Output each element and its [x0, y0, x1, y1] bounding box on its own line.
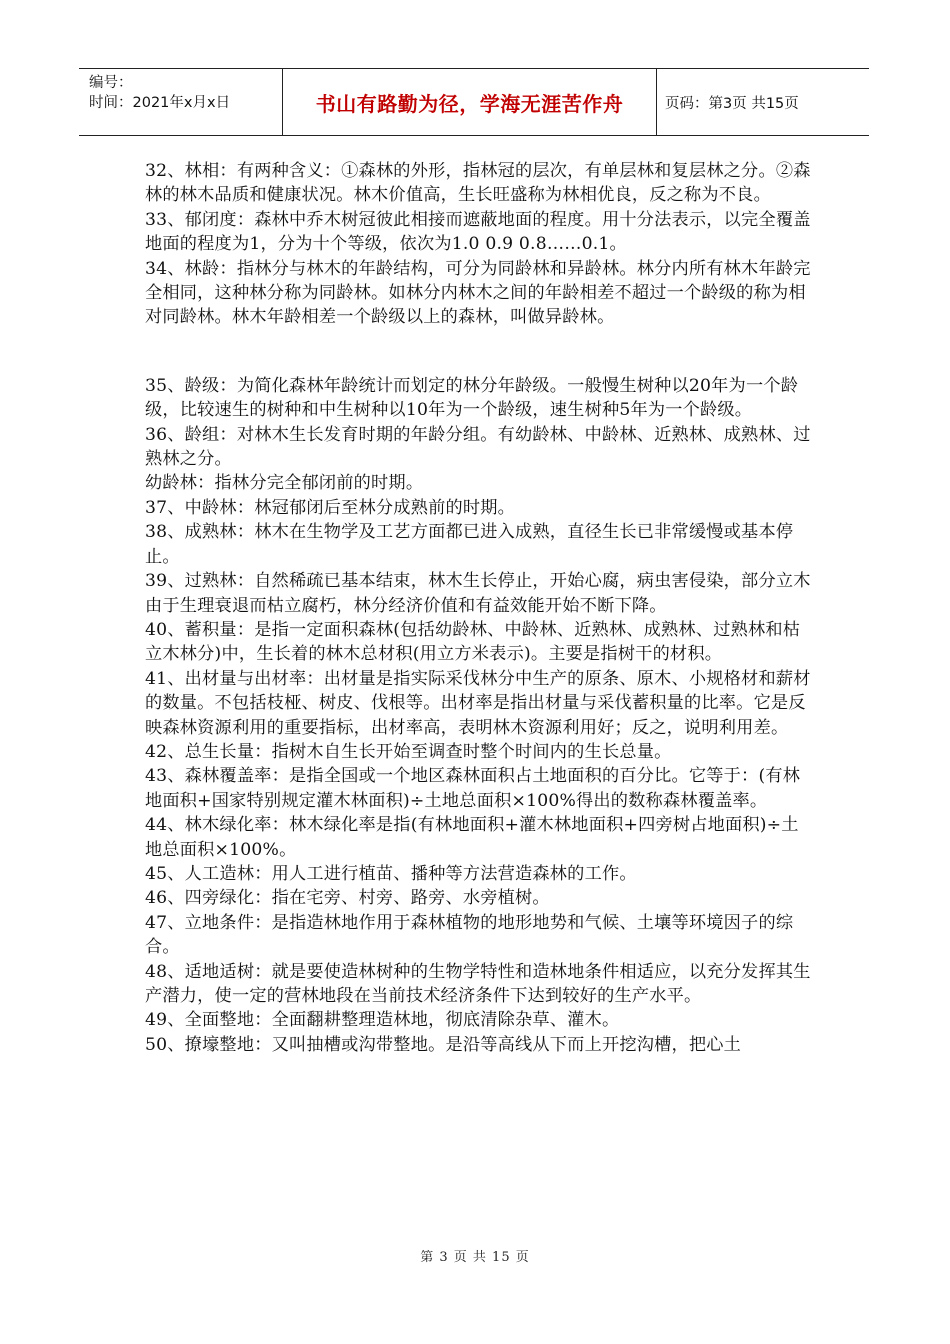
paragraph-35: 35、龄级：为简化森林年龄统计而划定的林分年龄级。一般慢生树种以20年为一个龄级，比较速生的树种和中生树种以10年为一个龄级，速生树种5年为一个龄级。	[145, 375, 799, 421]
paragraph-44: 44、林木绿化率：林木绿化率是指(有林地面积+灌木林地面积+四旁树占地面积)÷土地总面积×100%。	[145, 815, 799, 860]
document-body	[145, 159, 815, 1057]
document-time-label: 时间：2021年x月x日	[89, 95, 231, 111]
paragraph-41: 41、出材量与出材率：出材量是指实际采伐林分中生产的原条、原木、小规格材和薪材的数量。不包括枝桠、树皮、伐根等。出材率是指出材量与采伐蓄积量的比率。它是反映森林资源利用的重要指标，出材率高，表明林木资源利用好；反之，说明利用差。	[145, 668, 811, 738]
paragraph-48: 48、适地适树：就是要使造林树种的生物学特性和造林地条件相适应，以充分发挥其生产潜力，使一定的营林地段在当前技术经济条件下达到较好的生产水平。	[145, 961, 811, 1006]
paragraph-42: 42、总生长量：指树木自生长开始至调查时整个时间内的生长总量。	[145, 741, 672, 762]
paragraph-young-forest: 幼龄林：指林分完全郁闭前的时期。	[145, 473, 424, 494]
page-header	[79, 68, 869, 136]
paragraph-32: 32、林相：有两种含义：①森林的外形，指林冠的层次，有单层林和复层林之分。②森林的林木品质和健康状况。林木价值高，生长旺盛称为林相优良，反之称为不良。	[145, 161, 811, 206]
paragraph-39: 39、过熟林：自然稀疏已基本结束，林木生长停止，开始心腐，病虫害侵染，部分立木由于生理衰退而枯立腐朽，林分经济价值和有益效能开始不断下降。	[145, 571, 811, 616]
paragraph-40: 40、蓄积量：是指一定面积森林(包括幼龄林、中龄林、近熟林、成熟林、过熟林和枯立木林分)中，生长着的林木总材积(用立方米表示)。主要是指树干的材积。	[145, 619, 801, 665]
paragraph-33: 33、郁闭度：森林中乔木树冠彼此相接而遮蔽地面的程度。用十分法表示，以完全覆盖地面的程度为1，分为十个等级，依次为1.0 0.9 0.8……0.1。	[145, 209, 811, 255]
document-number-label: 编号：	[89, 75, 133, 91]
header-motto: 书山有路勤为径，学海无涯苦作舟	[282, 69, 657, 135]
paragraph-50: 50、撩壕整地：又叫抽槽或沟带整地。是沿等高线从下而上开挖沟槽，把心土	[145, 1034, 742, 1055]
paragraph-36: 36、龄组：对林木生长发育时期的年龄分组。有幼龄林、中龄林、近熟林、成熟林、过熟林之分。	[145, 424, 811, 470]
paragraph-49: 49、全面整地：全面翻耕整理造林地，彻底清除杂草、灌木。	[145, 1010, 620, 1031]
paragraph-34: 34、林龄：指林分与林木的年龄结构，可分为同龄林和异龄林。林分内所有林木年龄完全相同，这种林分称为同龄林。如林分内林木之间的年龄相差不超过一个龄级的称为相对同龄林。林木年龄相差一个龄级以上的森林，叫做异龄林。	[145, 258, 811, 328]
header-meta	[79, 69, 282, 135]
page-footer: 第 3 页 共 15 页	[420, 1250, 530, 1265]
paragraph-46: 46、四旁绿化：指在宅旁、村旁、路旁、水旁植树。	[145, 888, 550, 909]
paragraph-37: 37、中龄林：林冠郁闭后至林分成熟前的时期。	[145, 497, 516, 518]
paragraph-45: 45、人工造林：用人工进行植苗、播种等方法营造森林的工作。	[145, 863, 637, 884]
blank-gap	[145, 330, 815, 374]
paragraph-43: 43、森林覆盖率：是指全国或一个地区森林面积占土地面积的百分比。它等于：(有林地面积+国家特别规定灌木林面积)÷土地总面积×100%得出的数称森林覆盖率。	[145, 766, 801, 811]
paragraph-38: 38、成熟林：林木在生物学及工艺方面都已进入成熟，直径生长已非常缓慢或基本停止。	[145, 522, 794, 567]
paragraph-47: 47、立地条件：是指造林地作用于森林植物的地形地势和气候、土壤等环境因子的综合。	[145, 912, 794, 958]
header-page-info: 页码：第3页 共15页	[665, 95, 799, 112]
